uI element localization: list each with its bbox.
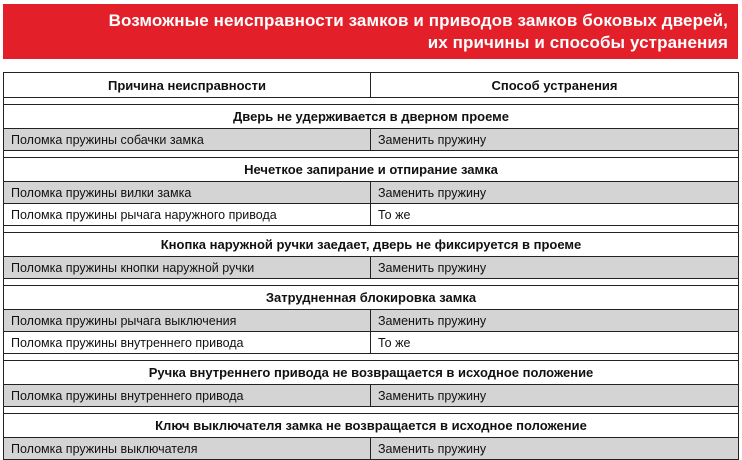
- section-row: [4, 286, 739, 310]
- remedy-cell: Заменить пружину: [371, 257, 739, 279]
- section-title: Ключ выключателя замка не возвращается в исходное положение: [4, 414, 739, 438]
- title-banner: [3, 4, 738, 59]
- cause-cell: Поломка пружины внутреннего привода: [4, 385, 371, 407]
- section-row: [4, 233, 739, 257]
- remedy-cell: То же: [371, 332, 739, 354]
- section-title: Нечеткое запирание и отпирание замка: [4, 158, 739, 182]
- section-row: [4, 158, 739, 182]
- table-row: [4, 332, 739, 354]
- remedy-cell: Заменить пружину: [371, 310, 739, 332]
- title-line-2: их причины и способы устранения: [427, 33, 728, 52]
- cause-cell: Поломка пружины рычага наружного привода: [4, 204, 371, 226]
- spacer-row: [4, 151, 739, 158]
- spacer-row: [4, 98, 739, 105]
- section-row: [4, 361, 739, 385]
- table-row: [4, 385, 739, 407]
- remedy-cell: Заменить пружину: [371, 182, 739, 204]
- faults-table: [3, 72, 739, 460]
- remedy-cell: То же: [371, 204, 739, 226]
- table-row: [4, 182, 739, 204]
- cause-cell: Поломка пружины выключателя: [4, 438, 371, 460]
- section-title: Дверь не удерживается в дверном проеме: [4, 105, 739, 129]
- remedy-cell: Заменить пружину: [371, 129, 739, 151]
- remedy-cell: Заменить пружину: [371, 385, 739, 407]
- section-title: Затрудненная блокировка замка: [4, 286, 739, 310]
- spacer-row: [4, 226, 739, 233]
- table-row: [4, 310, 739, 332]
- spacer-row: [4, 407, 739, 414]
- cause-cell: Поломка пружины внутреннего привода: [4, 332, 371, 354]
- remedy-cell: Заменить пружину: [371, 438, 739, 460]
- title-line-1: Возможные неисправности замков и приводов замков боковых дверей,: [108, 11, 728, 30]
- table-row: [4, 438, 739, 460]
- cause-cell: Поломка пружины вилки замка: [4, 182, 371, 204]
- cause-cell: Поломка пружины собачки замка: [4, 129, 371, 151]
- section-title: Кнопка наружной ручки заедает, дверь не фиксируется в проеме: [4, 233, 739, 257]
- cause-cell: Поломка пружины рычага выключения: [4, 310, 371, 332]
- header-row: [4, 73, 739, 98]
- section-row: [4, 414, 739, 438]
- table-row: [4, 204, 739, 226]
- header-cause: Причина неисправности: [4, 73, 371, 98]
- cause-cell: Поломка пружины кнопки наружной ручки: [4, 257, 371, 279]
- table-row: [4, 129, 739, 151]
- header-remedy: Способ устранения: [371, 73, 739, 98]
- table-row: [4, 257, 739, 279]
- section-row: [4, 105, 739, 129]
- spacer-row: [4, 354, 739, 361]
- section-title: Ручка внутреннего привода не возвращается в исходное положение: [4, 361, 739, 385]
- spacer-row: [4, 279, 739, 286]
